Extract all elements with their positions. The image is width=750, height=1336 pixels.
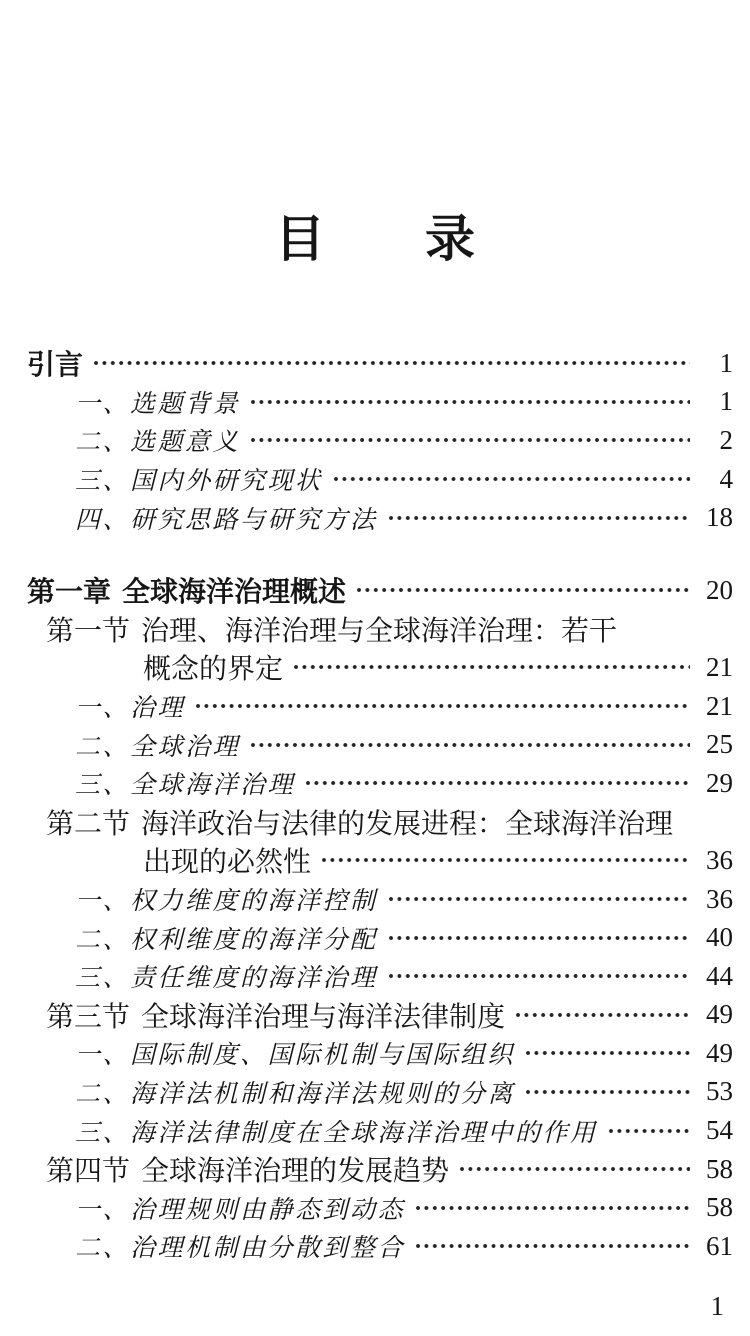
entry-title: 全球海洋治理与海洋法律制度 xyxy=(141,1001,506,1033)
dot-leader xyxy=(249,398,690,406)
entry-title: 一、选题背景 xyxy=(75,390,241,418)
entry-title: 三、海洋法律制度在全球海洋治理中的作用 xyxy=(75,1119,598,1147)
entry-title: 全球海洋治理的发展趋势 xyxy=(141,1156,450,1188)
toc-entry xyxy=(0,571,750,610)
entry-title: 海洋政治与法律的发展进程：全球海洋治理 xyxy=(141,808,674,840)
dot-leader xyxy=(332,475,690,483)
toc-entry xyxy=(0,460,750,499)
entry-label-number: 第四节 xyxy=(46,1156,131,1188)
entry-page-number: 54 xyxy=(706,1115,733,1146)
entry-title: 一、治理 xyxy=(75,695,186,723)
entry-label-number: 第二节 xyxy=(46,808,131,840)
entry-title: 引言 xyxy=(27,349,84,381)
toc-list xyxy=(0,344,750,1266)
toc-entry xyxy=(0,918,750,957)
entry-page-number: 18 xyxy=(706,502,733,533)
entry-title: 治理、海洋治理与全球海洋治理：若干 xyxy=(141,615,618,647)
dot-leader xyxy=(514,1011,690,1019)
dot-leader xyxy=(355,586,690,594)
toc-entry xyxy=(0,498,750,537)
entry-page-number: 44 xyxy=(706,960,733,991)
entry-page-number: 25 xyxy=(706,729,733,760)
dot-leader xyxy=(387,972,690,980)
entry-page-number: 40 xyxy=(706,922,733,953)
toc-entry xyxy=(0,957,750,996)
entry-page-number: 53 xyxy=(706,1076,733,1107)
dot-leader xyxy=(249,741,690,749)
entry-label-number: 第三节 xyxy=(46,1001,131,1033)
entry-title: 二、权利维度的海洋分配 xyxy=(75,926,378,954)
toc-entry xyxy=(0,803,750,842)
toc-entry xyxy=(0,1150,750,1189)
entry-title: 一、权力维度的海洋控制 xyxy=(75,888,378,916)
dot-leader xyxy=(194,702,690,710)
entry-title: 三、全球海洋治理 xyxy=(75,772,296,800)
dot-leader xyxy=(414,1204,690,1212)
entry-label-number: 第一章 xyxy=(27,576,112,608)
toc-entry xyxy=(0,1188,750,1227)
entry-title-continuation: 出现的必然性 xyxy=(143,847,312,879)
dot-leader xyxy=(249,436,690,444)
entry-title: 三、国内外研究现状 xyxy=(75,468,323,496)
toc-entry xyxy=(0,996,750,1035)
toc-entry-continuation xyxy=(0,841,750,880)
entry-title: 二、海洋法机制和海洋法规则的分离 xyxy=(75,1080,516,1108)
dot-leader xyxy=(607,1127,690,1135)
dot-leader xyxy=(304,779,690,787)
dot-leader xyxy=(387,934,690,942)
dot-leader xyxy=(414,1242,690,1250)
entry-page-number: 58 xyxy=(706,1192,733,1223)
entry-page-number: 21 xyxy=(706,651,733,682)
entry-label-number: 第一节 xyxy=(46,615,131,647)
dot-leader xyxy=(320,856,690,864)
entry-page-number: 36 xyxy=(706,883,733,914)
toc-entry xyxy=(0,1073,750,1112)
toc-entry xyxy=(0,725,750,764)
toc-entry-continuation xyxy=(0,648,750,687)
entry-page-number: 1 xyxy=(719,386,733,417)
entry-page-number: 1 xyxy=(719,347,733,378)
entry-page-number: 61 xyxy=(706,1230,733,1261)
dot-leader xyxy=(92,359,690,367)
entry-title: 一、治理规则由静态到动态 xyxy=(75,1196,406,1224)
entry-title: 四、研究思路与研究方法 xyxy=(75,506,378,534)
entry-title: 二、全球治理 xyxy=(75,733,241,761)
toc-entry xyxy=(0,383,750,422)
toc-entry xyxy=(0,1111,750,1150)
page-title: 目 录 xyxy=(275,211,475,267)
entry-page-number: 58 xyxy=(706,1153,733,1184)
toc-entry xyxy=(0,610,750,649)
dot-leader xyxy=(524,1049,690,1057)
toc-entry xyxy=(0,880,750,919)
toc-entry xyxy=(0,344,750,383)
entry-page-number: 20 xyxy=(706,574,733,605)
toc-entry xyxy=(0,1227,750,1266)
entry-page-number: 2 xyxy=(719,424,733,455)
entry-page-number: 4 xyxy=(719,463,733,494)
dot-leader xyxy=(524,1088,690,1096)
dot-leader xyxy=(292,663,690,671)
dot-leader xyxy=(458,1165,690,1173)
toc-entry xyxy=(0,764,750,803)
entry-title: 全球海洋治理概述 xyxy=(122,576,347,608)
entry-title: 三、责任维度的海洋治理 xyxy=(75,965,378,993)
entry-page-number: 36 xyxy=(706,844,733,875)
entry-page-number: 29 xyxy=(706,767,733,798)
entry-page-number: 21 xyxy=(706,690,733,721)
dot-leader xyxy=(387,514,690,522)
entry-page-number: 49 xyxy=(706,999,733,1030)
toc-entry xyxy=(0,421,750,460)
entry-title: 二、治理机制由分散到整合 xyxy=(75,1235,406,1263)
entry-title: 一、国际制度、国际机制与国际组织 xyxy=(75,1042,516,1070)
toc-entry xyxy=(0,1034,750,1073)
dot-leader xyxy=(387,895,690,903)
folio-page-number: 1 xyxy=(710,1291,724,1321)
entry-title: 二、选题意义 xyxy=(75,429,241,457)
toc-entry xyxy=(0,687,750,726)
entry-page-number: 49 xyxy=(706,1037,733,1068)
entry-title-continuation: 概念的界定 xyxy=(143,654,284,686)
